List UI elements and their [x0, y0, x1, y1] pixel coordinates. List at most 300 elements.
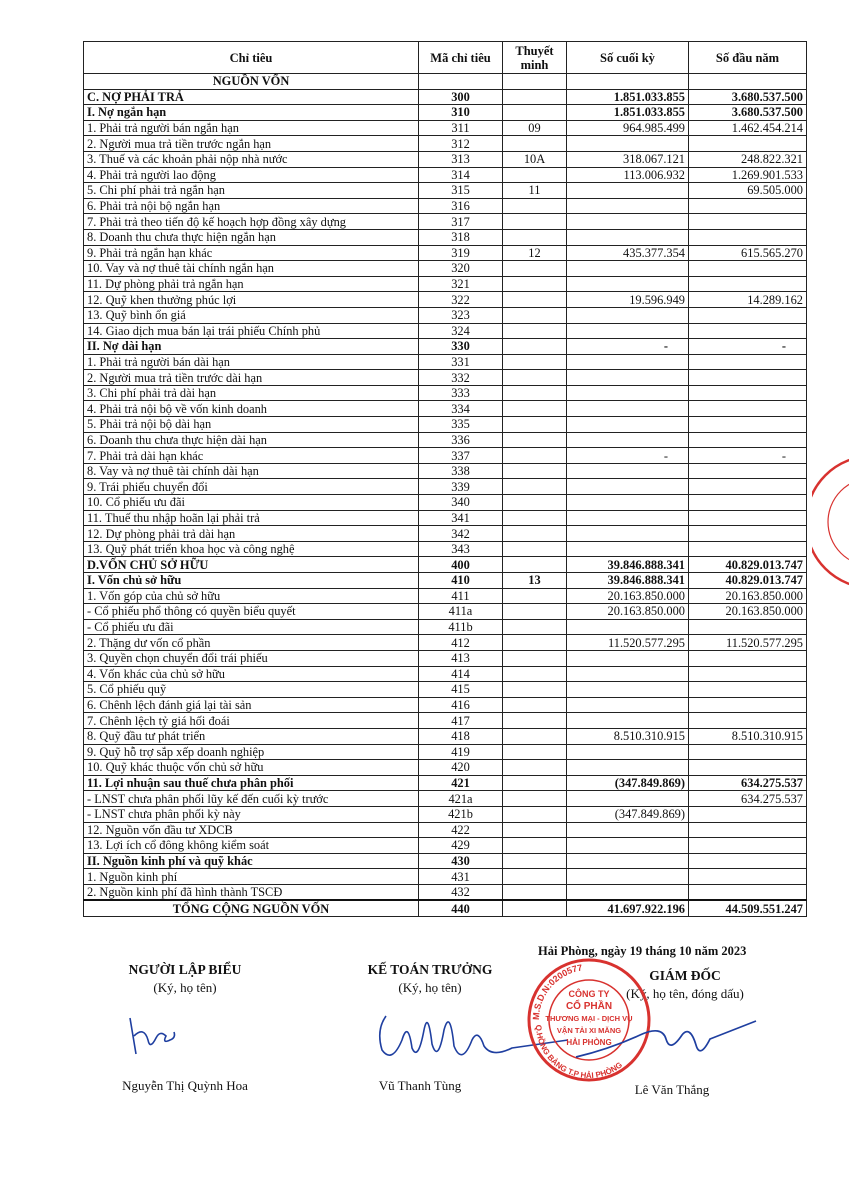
row-note [503, 417, 567, 433]
row-indicator: 8. Vay và nợ thuê tài chính dài hạn [84, 463, 419, 479]
row-code: 335 [419, 417, 503, 433]
row-begin-value: 69.505.000 [689, 183, 807, 199]
table-row [84, 105, 807, 121]
row-note [503, 713, 567, 729]
row-indicator: 10. Vay và nợ thuê tài chính ngắn hạn [84, 261, 419, 277]
row-begin-value [689, 214, 807, 230]
row-end-value [567, 401, 689, 417]
table-row [84, 806, 807, 822]
seal-line1: CÔNG TY [568, 989, 610, 999]
table-row [84, 136, 807, 152]
row-code: 316 [419, 198, 503, 214]
row-indicator: 7. Phải trả theo tiến độ kế hoạch hợp đồng xây dựng [84, 214, 419, 230]
row-code: 418 [419, 728, 503, 744]
row-note [503, 401, 567, 417]
row-begin-value [689, 276, 807, 292]
row-note [503, 105, 567, 121]
row-begin-value [689, 401, 807, 417]
row-code: 330 [419, 339, 503, 355]
row-end-value: 20.163.850.000 [567, 588, 689, 604]
row-end-value: 964.985.499 [567, 120, 689, 136]
row-code: 337 [419, 448, 503, 464]
row-end-value [567, 791, 689, 807]
row-begin-value [689, 261, 807, 277]
table-row [84, 635, 807, 651]
row-begin-value [689, 853, 807, 869]
row-code: 311 [419, 120, 503, 136]
table-row [84, 510, 807, 526]
row-begin-value [689, 417, 807, 433]
row-code: 313 [419, 151, 503, 167]
row-code: 415 [419, 682, 503, 698]
table-row [84, 526, 807, 542]
row-indicator: 2. Thặng dư vốn cổ phần [84, 635, 419, 651]
header-note-text: Thuyết minh [515, 43, 554, 72]
row-code: 419 [419, 744, 503, 760]
report-date: Hải Phòng, ngày 19 tháng 10 năm 2023 [538, 944, 747, 958]
row-indicator: 13. Quỹ bình ổn giá [84, 307, 419, 323]
row-note: 10A [503, 151, 567, 167]
table-row [84, 229, 807, 245]
row-begin-value: 40.829.013.747 [689, 557, 807, 573]
row-indicator: 1. Phải trả người bán ngắn hạn [84, 120, 419, 136]
row-note [503, 588, 567, 604]
row-end-value [567, 713, 689, 729]
table-row [84, 900, 807, 916]
row-begin-value [689, 666, 807, 682]
header-end-period: Số cuối kỳ [567, 42, 689, 74]
row-code: 416 [419, 697, 503, 713]
row-note [503, 448, 567, 464]
row-begin-value [689, 479, 807, 495]
row-begin-value [689, 650, 807, 666]
row-note: 09 [503, 120, 567, 136]
row-note [503, 339, 567, 355]
table-row [84, 167, 807, 183]
row-begin-value [689, 838, 807, 854]
row-code: 312 [419, 136, 503, 152]
row-begin-value [689, 510, 807, 526]
table-row [84, 276, 807, 292]
header-code: Mã chỉ tiêu [419, 42, 503, 74]
row-begin-value [689, 136, 807, 152]
table-row [84, 89, 807, 105]
row-code: 319 [419, 245, 503, 261]
row-indicator: II. Nguồn kinh phí và quỹ khác [84, 853, 419, 869]
row-note: 13 [503, 573, 567, 589]
seal-tax-code: M.S.D.N:0200577 [530, 962, 584, 1021]
row-note [503, 167, 567, 183]
row-begin-value: 40.829.013.747 [689, 573, 807, 589]
row-end-value: 41.697.922.196 [567, 900, 689, 916]
row-end-value [567, 822, 689, 838]
table-row [84, 682, 807, 698]
row-code: 332 [419, 370, 503, 386]
row-code: 411a [419, 604, 503, 620]
table-row [84, 401, 807, 417]
row-code: 334 [419, 401, 503, 417]
row-begin-value [689, 619, 807, 635]
row-code: 310 [419, 105, 503, 121]
row-begin-value: 634.275.537 [689, 775, 807, 791]
row-note [503, 261, 567, 277]
row-begin-value [689, 354, 807, 370]
row-indicator: I. Nợ ngắn hạn [84, 105, 419, 121]
row-indicator: 3. Quyền chọn chuyển đổi trái phiếu [84, 650, 419, 666]
row-end-value [567, 853, 689, 869]
row-end-value [567, 697, 689, 713]
table-row [84, 292, 807, 308]
table-row [84, 838, 807, 854]
row-code: 314 [419, 167, 503, 183]
table-row [84, 869, 807, 885]
row-begin-value [689, 495, 807, 511]
row-indicator: 6. Doanh thu chưa thực hiện dài hạn [84, 432, 419, 448]
row-note [503, 292, 567, 308]
row-code: 321 [419, 276, 503, 292]
row-begin-value: 1.269.901.533 [689, 167, 807, 183]
row-code: 420 [419, 760, 503, 776]
row-note [503, 495, 567, 511]
row-begin-value: 3.680.537.500 [689, 89, 807, 105]
row-note [503, 557, 567, 573]
partial-page-seal [812, 444, 849, 604]
header-indicator: Chỉ tiêu [84, 42, 419, 74]
row-code [419, 74, 503, 90]
row-note [503, 697, 567, 713]
row-indicator: 12. Nguồn vốn đầu tư XDCB [84, 822, 419, 838]
row-note [503, 806, 567, 822]
row-indicator: 7. Phải trả dài hạn khác [84, 448, 419, 464]
row-end-value [567, 136, 689, 152]
row-note [503, 89, 567, 105]
table-row [84, 713, 807, 729]
row-note: 11 [503, 183, 567, 199]
table-row [84, 604, 807, 620]
row-indicator: 2. Người mua trả tiền trước ngắn hạn [84, 136, 419, 152]
table-row [84, 120, 807, 136]
row-indicator: - LNST chưa phân phối lũy kế đến cuối kỳ trước [84, 791, 419, 807]
row-indicator: I. Vốn chủ sở hữu [84, 573, 419, 589]
row-indicator: - LNST chưa phân phối kỳ này [84, 806, 419, 822]
row-code: 339 [419, 479, 503, 495]
row-note [503, 307, 567, 323]
row-code: 431 [419, 869, 503, 885]
row-end-value: 1.851.033.855 [567, 89, 689, 105]
row-begin-value: 615.565.270 [689, 245, 807, 261]
row-begin-value: 3.680.537.500 [689, 105, 807, 121]
row-begin-value: 248.822.321 [689, 151, 807, 167]
row-indicator: - Cổ phiếu phổ thông có quyền biểu quyết [84, 604, 419, 620]
row-note [503, 479, 567, 495]
table-row [84, 573, 807, 589]
row-note [503, 214, 567, 230]
row-code: 322 [419, 292, 503, 308]
row-note [503, 385, 567, 401]
row-begin-value [689, 463, 807, 479]
row-note [503, 276, 567, 292]
table-row [84, 432, 807, 448]
row-note [503, 666, 567, 682]
row-note [503, 791, 567, 807]
row-indicator: 8. Quỹ đầu tư phát triển [84, 728, 419, 744]
row-end-value [567, 541, 689, 557]
seal-address: Q.HỒNG BÀNG T.P HẢI PHÒNG [533, 1024, 624, 1081]
preparer-signature [122, 1010, 182, 1058]
table-row [84, 619, 807, 635]
table-row [84, 495, 807, 511]
row-end-value: 113.006.932 [567, 167, 689, 183]
row-begin-value [689, 323, 807, 339]
table-row [84, 697, 807, 713]
row-begin-value [689, 869, 807, 885]
row-begin-value: 20.163.850.000 [689, 588, 807, 604]
row-begin-value [689, 822, 807, 838]
row-code: 333 [419, 385, 503, 401]
row-note [503, 541, 567, 557]
row-begin-value [689, 229, 807, 245]
director-signature [570, 1005, 760, 1075]
row-begin-value [689, 526, 807, 542]
row-note [503, 682, 567, 698]
table-row [84, 339, 807, 355]
row-end-value [567, 495, 689, 511]
accountant-role: KẾ TOÁN TRƯỞNG [367, 962, 493, 977]
preparer-role: NGƯỜI LẬP BIỂU [128, 962, 242, 977]
row-indicator: 1. Vốn góp của chủ sở hữu [84, 588, 419, 604]
row-note [503, 884, 567, 900]
row-begin-value: - [689, 339, 807, 355]
row-note [503, 74, 567, 90]
row-indicator: 13. Quỹ phát triển khoa học và công nghệ [84, 541, 419, 557]
row-code: 422 [419, 822, 503, 838]
row-end-value [567, 354, 689, 370]
row-indicator: 10. Quỹ khác thuộc vốn chủ sở hữu [84, 760, 419, 776]
row-begin-value [689, 697, 807, 713]
row-code: 318 [419, 229, 503, 245]
seal-line5: HẢI PHÒNG [566, 1038, 612, 1047]
table-row [84, 151, 807, 167]
row-end-value [567, 884, 689, 900]
row-indicator: 2. Người mua trả tiền trước dài hạn [84, 370, 419, 386]
accountant-hint: (Ký, họ tên) [398, 980, 462, 995]
table-row [84, 261, 807, 277]
row-indicator: 5. Phải trả nội bộ dài hạn [84, 417, 419, 433]
row-begin-value [689, 385, 807, 401]
row-end-value: 1.851.033.855 [567, 105, 689, 121]
row-indicator: 12. Dự phòng phải trả dài hạn [84, 526, 419, 542]
table-row [84, 214, 807, 230]
row-indicator: II. Nợ dài hạn [84, 339, 419, 355]
row-end-value [567, 385, 689, 401]
row-indicator: 1. Nguồn kinh phí [84, 869, 419, 885]
row-code: 323 [419, 307, 503, 323]
row-end-value [567, 370, 689, 386]
row-note [503, 229, 567, 245]
row-end-value [567, 869, 689, 885]
row-begin-value: 8.510.310.915 [689, 728, 807, 744]
row-end-value: 11.520.577.295 [567, 635, 689, 651]
row-indicator: D.VỐN CHỦ SỞ HỮU [84, 557, 419, 573]
liabilities-equity-table [83, 41, 807, 917]
table-row [84, 385, 807, 401]
row-code: 400 [419, 557, 503, 573]
row-indicator: 8. Doanh thu chưa thực hiện ngắn hạn [84, 229, 419, 245]
row-indicator: 9. Trái phiếu chuyển đổi [84, 479, 419, 495]
row-note [503, 526, 567, 542]
row-begin-value: - [689, 448, 807, 464]
row-code: 430 [419, 853, 503, 869]
row-indicator: 3. Thuế và các khoản phải nộp nhà nước [84, 151, 419, 167]
row-end-value [567, 432, 689, 448]
row-end-value: 39.846.888.341 [567, 557, 689, 573]
row-code: 411b [419, 619, 503, 635]
row-end-value: (347.849.869) [567, 775, 689, 791]
row-code: 342 [419, 526, 503, 542]
row-indicator: 14. Giao dịch mua bán lại trái phiếu Chính phủ [84, 323, 419, 339]
row-indicator: 7. Chênh lệch tỷ giá hối đoái [84, 713, 419, 729]
row-code: 341 [419, 510, 503, 526]
row-end-value: 435.377.354 [567, 245, 689, 261]
row-note [503, 604, 567, 620]
row-end-value [567, 74, 689, 90]
row-begin-value [689, 806, 807, 822]
row-indicator: NGUỒN VỐN [84, 74, 419, 90]
row-indicator: 2. Nguồn kinh phí đã hình thành TSCĐ [84, 884, 419, 900]
row-code: 440 [419, 900, 503, 916]
seal-line2: CỔ PHẦN [565, 1001, 613, 1012]
row-indicator: 9. Phải trả ngắn hạn khác [84, 245, 419, 261]
table-row [84, 588, 807, 604]
row-code: 429 [419, 838, 503, 854]
row-indicator: - Cổ phiếu ưu đãi [84, 619, 419, 635]
row-note [503, 760, 567, 776]
row-code: 421b [419, 806, 503, 822]
row-indicator: 4. Vốn khác của chủ sở hữu [84, 666, 419, 682]
row-code: 331 [419, 354, 503, 370]
seal-line3: THƯƠNG MẠI - DỊCH VỤ [545, 1014, 633, 1023]
row-indicator: TỔNG CỘNG NGUỒN VỐN [84, 900, 419, 916]
table-row [84, 775, 807, 791]
row-code: 300 [419, 89, 503, 105]
row-code: 432 [419, 884, 503, 900]
table-row [84, 744, 807, 760]
row-end-value [567, 526, 689, 542]
row-note [503, 853, 567, 869]
table-row [84, 557, 807, 573]
row-end-value: 19.596.949 [567, 292, 689, 308]
table-row [84, 822, 807, 838]
row-code: 343 [419, 541, 503, 557]
row-end-value: 8.510.310.915 [567, 728, 689, 744]
row-end-value: (347.849.869) [567, 806, 689, 822]
row-indicator: 9. Quỹ hỗ trợ sắp xếp doanh nghiệp [84, 744, 419, 760]
row-indicator: 3. Chi phí phải trả dài hạn [84, 385, 419, 401]
row-indicator: 10. Cổ phiếu ưu đãi [84, 495, 419, 511]
row-end-value [567, 214, 689, 230]
row-code: 340 [419, 495, 503, 511]
row-end-value [567, 682, 689, 698]
row-note [503, 744, 567, 760]
row-indicator: 5. Chi phí phải trả ngắn hạn [84, 183, 419, 199]
row-note [503, 838, 567, 854]
row-end-value [567, 463, 689, 479]
row-end-value: 39.846.888.341 [567, 573, 689, 589]
row-indicator: 1. Phải trả người bán dài hạn [84, 354, 419, 370]
row-end-value [567, 261, 689, 277]
row-end-value [567, 229, 689, 245]
preparer-hint: (Ký, họ tên) [153, 980, 217, 995]
row-indicator: 12. Quỹ khen thưởng phúc lợi [84, 292, 419, 308]
row-note [503, 198, 567, 214]
row-begin-value: 634.275.537 [689, 791, 807, 807]
row-note [503, 635, 567, 651]
row-note [503, 323, 567, 339]
preparer-block [100, 962, 270, 996]
row-begin-value [689, 760, 807, 776]
row-indicator: 6. Phải trả nội bộ ngắn hạn [84, 198, 419, 214]
row-indicator: 13. Lợi ích cổ đông không kiểm soát [84, 838, 419, 854]
row-indicator: 6. Chênh lệch đánh giá lại tài sản [84, 697, 419, 713]
balance-sheet [83, 41, 806, 917]
row-note [503, 463, 567, 479]
row-begin-value [689, 74, 807, 90]
row-code: 421a [419, 791, 503, 807]
row-begin-value [689, 198, 807, 214]
row-end-value [567, 650, 689, 666]
accountant-name: Vũ Thanh Tùng [378, 1078, 462, 1093]
table-row [84, 541, 807, 557]
row-indicator: 11. Lợi nhuận sau thuế chưa phân phối [84, 775, 419, 791]
row-end-value [567, 510, 689, 526]
header-begin-year: Số đầu năm [689, 42, 807, 74]
row-note [503, 869, 567, 885]
row-code: 411 [419, 588, 503, 604]
table-row [84, 760, 807, 776]
row-code: 410 [419, 573, 503, 589]
table-row [84, 853, 807, 869]
row-end-value: - [567, 448, 689, 464]
row-end-value [567, 760, 689, 776]
row-end-value [567, 276, 689, 292]
row-code: 338 [419, 463, 503, 479]
preparer-name: Nguyễn Thị Quỳnh Hoa [122, 1078, 248, 1093]
row-note [503, 432, 567, 448]
row-end-value [567, 619, 689, 635]
table-row [84, 666, 807, 682]
row-code: 417 [419, 713, 503, 729]
table-row [84, 370, 807, 386]
director-hint: (Ký, họ tên, đóng dấu) [626, 986, 744, 1001]
row-code: 317 [419, 214, 503, 230]
row-begin-value: 44.509.551.247 [689, 900, 807, 916]
row-indicator: 5. Cổ phiếu quỹ [84, 682, 419, 698]
row-begin-value [689, 541, 807, 557]
row-begin-value [689, 682, 807, 698]
row-end-value: 318.067.121 [567, 151, 689, 167]
row-note: 12 [503, 245, 567, 261]
row-code: 336 [419, 432, 503, 448]
row-note [503, 136, 567, 152]
row-note [503, 728, 567, 744]
row-code: 412 [419, 635, 503, 651]
row-begin-value [689, 432, 807, 448]
row-note [503, 370, 567, 386]
director-role: GIÁM ĐỐC [649, 968, 721, 983]
row-note [503, 354, 567, 370]
row-note [503, 650, 567, 666]
row-begin-value [689, 370, 807, 386]
